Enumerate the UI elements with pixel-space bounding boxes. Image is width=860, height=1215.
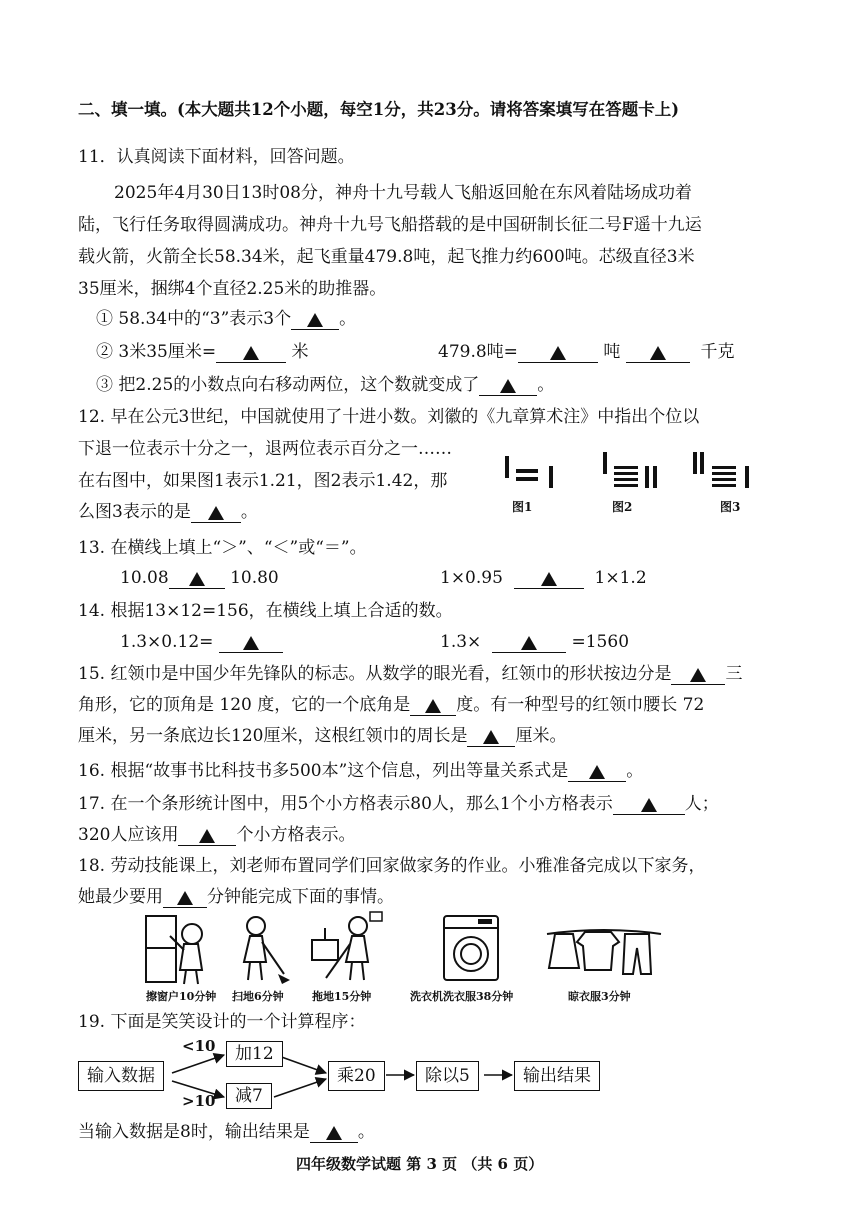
- triangle-icon: [641, 798, 657, 812]
- q15-line3-end: 厘米。: [515, 726, 567, 746]
- triangle-icon: [243, 636, 259, 650]
- q12-line4-end: 。: [240, 502, 258, 522]
- triangle-icon: [500, 379, 516, 393]
- q14-b: [440, 630, 629, 654]
- triangle-icon: [425, 699, 441, 713]
- triangle-icon: [199, 829, 215, 843]
- q12-line1: 12. 早在公元3世纪，中国就使用了十进小数。刘徽的《九章算术注》中指出个位以: [78, 407, 700, 427]
- triangle-icon: [521, 636, 537, 650]
- q18-line2: [78, 885, 394, 909]
- answer-blank[interactable]: [568, 761, 626, 782]
- q16-text: 16. 根据“故事书比科技书多500本”这个信息，列出等量关系式是: [78, 761, 569, 781]
- q12-line3: 在右图中，如果图1表示1.21，图2表示1.42，那: [78, 471, 448, 491]
- q12-line2: 下退一位表示十分之一，退两位表示百分之一……: [78, 439, 452, 459]
- q19-question-text: 当输入数据是8时，输出结果是: [78, 1122, 310, 1142]
- q13-b: [440, 566, 647, 590]
- triangle-icon: [189, 572, 205, 586]
- answer-blank[interactable]: [514, 568, 584, 589]
- q15-line2-end: 度。有一种型号的红领巾腰长 72: [456, 695, 705, 715]
- q18-line2-text: 她最少要用: [78, 887, 163, 907]
- triangle-icon: [550, 346, 566, 360]
- q17-line2: [78, 823, 355, 847]
- q16-line: [78, 759, 643, 783]
- q12-line4: [78, 500, 258, 524]
- page-footer: 四年级数学试题 第 3 页 （共 6 页）: [296, 1155, 544, 1173]
- answer-blank[interactable]: [626, 342, 690, 363]
- task-caption-3: 拖地15分钟: [312, 990, 372, 1003]
- q11-stem: 11．认真阅读下面材料，回答问题。: [78, 147, 355, 167]
- q11-sub2-unit3: 千克: [700, 342, 735, 362]
- answer-blank[interactable]: [216, 342, 286, 363]
- answer-blank[interactable]: [410, 695, 456, 716]
- q11-sub1-end: 。: [339, 309, 357, 329]
- q14-b-right: =1560: [571, 632, 630, 652]
- task-caption-5: 晾衣服3分钟: [568, 990, 631, 1003]
- drying-clothes-illustration: [545, 924, 663, 980]
- flow-div-box: 除以5: [416, 1061, 479, 1091]
- triangle-icon: [650, 346, 666, 360]
- q12-line4-text: 么图3表示的是: [78, 502, 191, 522]
- q11-para-2: 陆，飞行任务取得圆满成功。神舟十九号飞船搭载的是中国研制长征二号F遥十九运: [78, 215, 702, 235]
- flow-mul-box: 乘20: [328, 1061, 385, 1091]
- q18-line1: 18. 劳动技能课上，刘老师布置同学们回家做家务的作业。小雅准备完成以下家务，: [78, 856, 706, 876]
- q14-a: [120, 630, 283, 654]
- q15-line3-text: 厘米，另一条底边长120厘米，这根红领巾的周长是: [78, 726, 468, 746]
- q17-line2-text: 320人应该用: [78, 825, 179, 845]
- q11-para-1: 2025年4月30日13时08分，神舟十九号载人飞船返回舱在东风着陆场成功着: [114, 183, 692, 203]
- answer-blank[interactable]: [219, 632, 283, 653]
- triangle-icon: [589, 765, 605, 779]
- q11-sub2-unit: 米: [291, 342, 309, 362]
- q19-question-end: 。: [357, 1122, 375, 1142]
- q14-a-left: 1.3×0.12=: [120, 632, 214, 652]
- q11-sub1: [96, 307, 356, 331]
- q15-line2-text: 角形，它的顶角是 120 度，它的一个底角是: [78, 695, 411, 715]
- q11-sub2-unit2: 吨: [603, 342, 621, 362]
- answer-blank[interactable]: [163, 887, 207, 908]
- q11-sub2-text: ② 3米35厘米=: [96, 342, 217, 362]
- triangle-icon: [243, 346, 259, 360]
- q11-sub3: [96, 373, 554, 397]
- q13-a-left: 10.08: [120, 568, 169, 588]
- answer-blank[interactable]: [492, 632, 566, 653]
- flow-lt-label: <10: [182, 1037, 216, 1055]
- mopping-illustration: [306, 910, 386, 986]
- answer-blank[interactable]: [291, 309, 339, 330]
- q14-stem: 14. 根据13×12=156，在横线上填上合适的数。: [78, 601, 453, 621]
- triangle-icon: [307, 313, 323, 327]
- q13-b-left: 1×0.95: [440, 568, 503, 588]
- q13-a-right: 10.80: [230, 568, 279, 588]
- q19-stem: 19. 下面是笑笑设计的一个计算程序：: [78, 1012, 366, 1032]
- q17-line1-end: 人；: [684, 794, 719, 814]
- flow-sub-box: 减7: [226, 1083, 272, 1109]
- triangle-icon: [483, 730, 499, 744]
- q11-sub2: [96, 340, 309, 364]
- flow-output-box: 输出结果: [514, 1061, 600, 1091]
- task-caption-1: 擦窗户10分钟: [146, 990, 217, 1003]
- q15-line1-text: 15. 红领巾是中国少年先锋队的标志。从数学的眼光看，红领巾的形状按边分是: [78, 664, 672, 684]
- answer-blank[interactable]: [479, 375, 537, 396]
- section-title: 二、填一填。(本大题共12个小题，每空1分，共23分。请将答案填写在答题卡上): [78, 100, 680, 119]
- q11-sub2-right: [438, 340, 735, 364]
- q15-line1-end: 三: [725, 664, 743, 684]
- triangle-icon: [208, 506, 224, 520]
- q11-sub1-text: ① 58.34中的“3”表示3个: [96, 309, 292, 329]
- answer-blank[interactable]: [467, 726, 515, 747]
- washing-machine-illustration: [438, 912, 504, 984]
- answer-blank[interactable]: [191, 502, 241, 523]
- q13-a: [120, 566, 279, 590]
- q17-line1-text: 17. 在一个条形统计图中，用5个小方格表示80人，那么1个小方格表示: [78, 794, 613, 814]
- fig-label-3: 图3: [720, 500, 741, 514]
- q14-b-left: 1.3×: [440, 632, 482, 652]
- task-caption-4: 洗衣机洗衣服38分钟: [410, 990, 514, 1003]
- q19-question: [78, 1120, 375, 1144]
- triangle-icon: [326, 1126, 342, 1140]
- flow-input-box: 输入数据: [78, 1061, 164, 1091]
- q13-stem: 13. 在横线上填上“＞”、“＜”或“＝”。: [78, 538, 367, 558]
- answer-blank[interactable]: [613, 794, 685, 815]
- fig-label-1: 图1: [512, 500, 533, 514]
- q11-sub3-text: ③ 把2.25的小数点向右移动两位，这个数就变成了: [96, 375, 480, 395]
- q11-sub3-end: 。: [537, 375, 555, 395]
- q18-line2-end: 分钟能完成下面的事情。: [207, 887, 394, 907]
- q15-line1: [78, 662, 742, 686]
- sweeping-illustration: [232, 914, 292, 984]
- q17-line2-end: 个小方格表示。: [236, 825, 356, 845]
- window-cleaning-illustration: [140, 912, 218, 987]
- q11-sub2-text2: 479.8吨=: [438, 342, 518, 362]
- answer-blank[interactable]: [310, 1122, 358, 1143]
- triangle-icon: [177, 891, 193, 905]
- q17-line1: [78, 792, 719, 816]
- q16-end: 。: [626, 761, 644, 781]
- q11-para-3: 载火箭，火箭全长58.34米，起飞重量479.8吨，起飞推力约600吨。芯级直径3米: [78, 247, 695, 267]
- answer-blank[interactable]: [671, 664, 725, 685]
- task-caption-2: 扫地6分钟: [232, 990, 284, 1003]
- answer-blank[interactable]: [169, 568, 225, 589]
- triangle-icon: [690, 668, 706, 682]
- q15-line2: [78, 693, 704, 717]
- answer-blank[interactable]: [178, 825, 236, 846]
- flow-add-box: 加12: [226, 1041, 283, 1067]
- answer-blank[interactable]: [518, 342, 598, 363]
- triangle-icon: [541, 572, 557, 586]
- q11-para-4: 35厘米，捆绑4个直径2.25米的助推器。: [78, 279, 387, 299]
- q13-b-right: 1×1.2: [594, 568, 647, 588]
- flow-gt-label: >10: [182, 1092, 216, 1110]
- q15-line3: [78, 724, 566, 748]
- fig-label-2: 图2: [612, 500, 633, 514]
